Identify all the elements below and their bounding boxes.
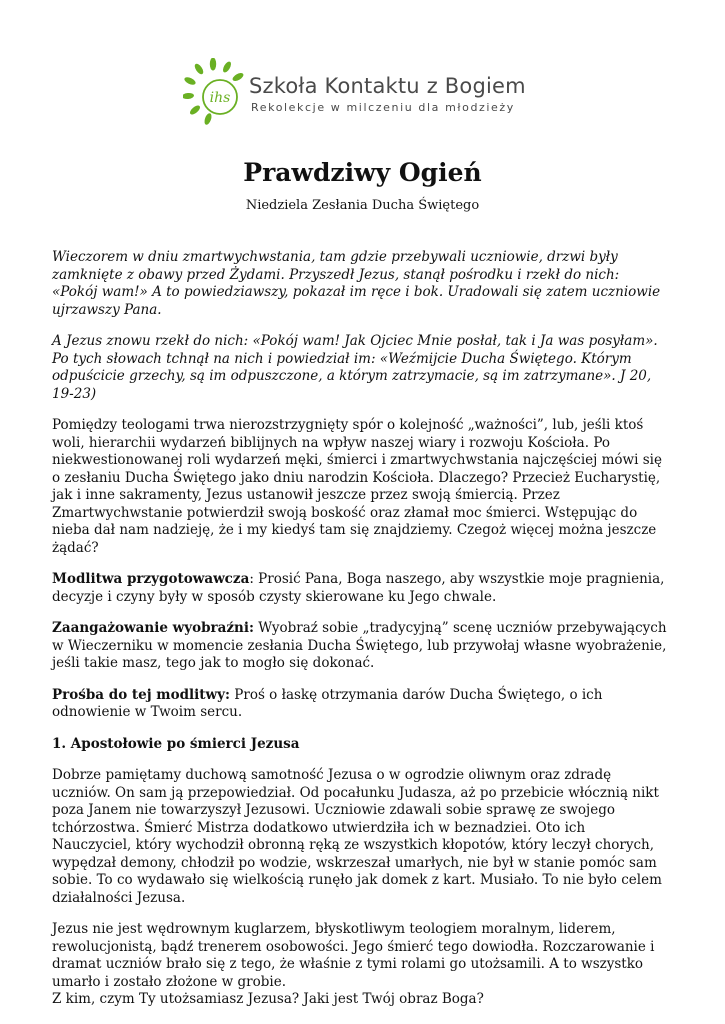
intro-paragraph: Pomiędzy teologami trwa nierozstrzygnięty spór o kolejność „ważności”, lub, jeśli ktoś woli, hierarchii wydarzeń biblijnych na wpływ naszej wiary i rozwoju Kościoła. Po niekwestionowanej roli wydarzeń męki, śmierci i zmartwychwstania najczęściej mówi się o zesłaniu Ducha Świętego jako dniu narodzin Kościoła. Dlaczego? Przecież Eucharystię, jak i inne sakramenty, Jezus ustanowił jeszcze przez swoją śmiercią. Przez Zmartwychwstanie potwierdził swoją boskość oraz złamał moc śmierci. Wstępując do nieba dał nam nadzieję, że i my kiedyś tam się znajdziemy. Czegoż więcej można jeszcze żądać? <box>52 417 662 556</box>
request-label: Prośba do tej modlitwy: <box>52 686 230 703</box>
scripture-paragraph-1: Wieczorem w dniu zmartwychwstania, tam gdzie przebywali uczniowie, drzwi były zamknięte z obawy przed Żydami. Przyszedł Jezus, stanął pośrodku i rzekł do nich: «Pokój wam!» A to powiedziawszy, pokazał im ręce i bok. Uradowali się zatem uczniowie ujrzawszy Pana. <box>52 249 661 318</box>
section-paragraph-1: Dobrze pamiętamy duchową samotność Jezusa o w ogrodzie oliwnym oraz zdradę uczniów. On sam ją przepowiedział. Od pocałunku Judasza, aż po przebicie włócznią nikt poza Janem nie towarzyszył Jezusowi. Uczniowie zdawali sobie sprawę ze swojego tchórzostwa. Śmierć Mistrza dodatkowo utwierdziła ich w beznadziei. Oto ich Nauczyciel, który wychodził obronną ręką ze wszystkich kłopotów, który leczył chorych, wypędzał demony, chłodził po wodzie, wskrzeszał umarłych, nie był w stanie pomóc sam sobie. To co wydawało się wielkością runęło jak domek z kart. Musiało. To nie było celem działalności Jezusa. <box>52 767 662 906</box>
sun-emblem-icon <box>183 58 247 126</box>
section-paragraph-2-text: Jezus nie jest wędrownym kuglarzem, błyskotliwym teologiem moralnym, liderem, rewolucjonistą, bądź trenerem osobowości. Jego śmierć tego dowiodła. Rozczarowanie i dramat uczniów brało się z tego, że właśnie z tymi rolami go utożsamili. A to wszystko umarło i zostało złożone w grobie. <box>52 921 655 990</box>
section-paragraph-2 <box>52 921 667 1009</box>
prayer-label: Modlitwa przygotowawcza <box>52 571 250 587</box>
prayer-paragraph <box>52 571 667 606</box>
prayer-text: : Prosić Pana, Boga naszego, aby wszystkie moje pragnienia, decyzje i czyny były w sposób czysty skierowane ku Jego chwale. <box>52 571 665 605</box>
scripture-paragraph-2: A Jezus znowu rzekł do nich: «Pokój wam! Jak Ojciec Mnie posłał, tak i Ja was posyłam». Po tych słowach tchnął na nich i powiedział im: «Weźmijcie Ducha Świętego. Którym odpuścicie grzechy, są im odpuszczone, a którym zatrzymacie, są im zatrzymane». J 20, 19-23) <box>52 333 658 402</box>
request-text: Proś o łaskę otrzymania darów Ducha Świętego, o ich odnowienie w Twoim sercu. <box>52 686 603 720</box>
page-subtitle: Niedziela Zesłania Ducha Świętego <box>245 198 480 213</box>
imagination-text: Wyobraź sobie „tradycyjną” scenę uczniów przebywających w Wieczerniku w momencie zesłania Ducha Świętego, lub przywołaj własne wyobrażenie, jeśli takie masz, tego jak to mogło się dokonać. <box>52 620 667 671</box>
request-paragraph <box>52 687 667 722</box>
section-heading: 1. Apostołowie po śmierci Jezusa <box>52 735 300 752</box>
page-title: Prawdziwy Ogień <box>243 158 482 187</box>
logo-title: Szkoła Kontaktu z Bogiem <box>249 74 526 98</box>
logo-subtitle: Rekolekcje w milczeniu dla młodzieży <box>251 101 515 114</box>
reflection-question: Z kim, czym Ty utożsamiasz Jezusa? Jaki jest Twój obraz Boga? <box>52 991 484 1007</box>
imagination-paragraph <box>52 620 667 673</box>
svg-text:ihs: ihs <box>209 90 231 106</box>
document-body <box>52 249 667 1023</box>
school-logo <box>183 58 543 126</box>
imagination-label: Zaangażowanie wyobraźni: <box>52 620 254 636</box>
